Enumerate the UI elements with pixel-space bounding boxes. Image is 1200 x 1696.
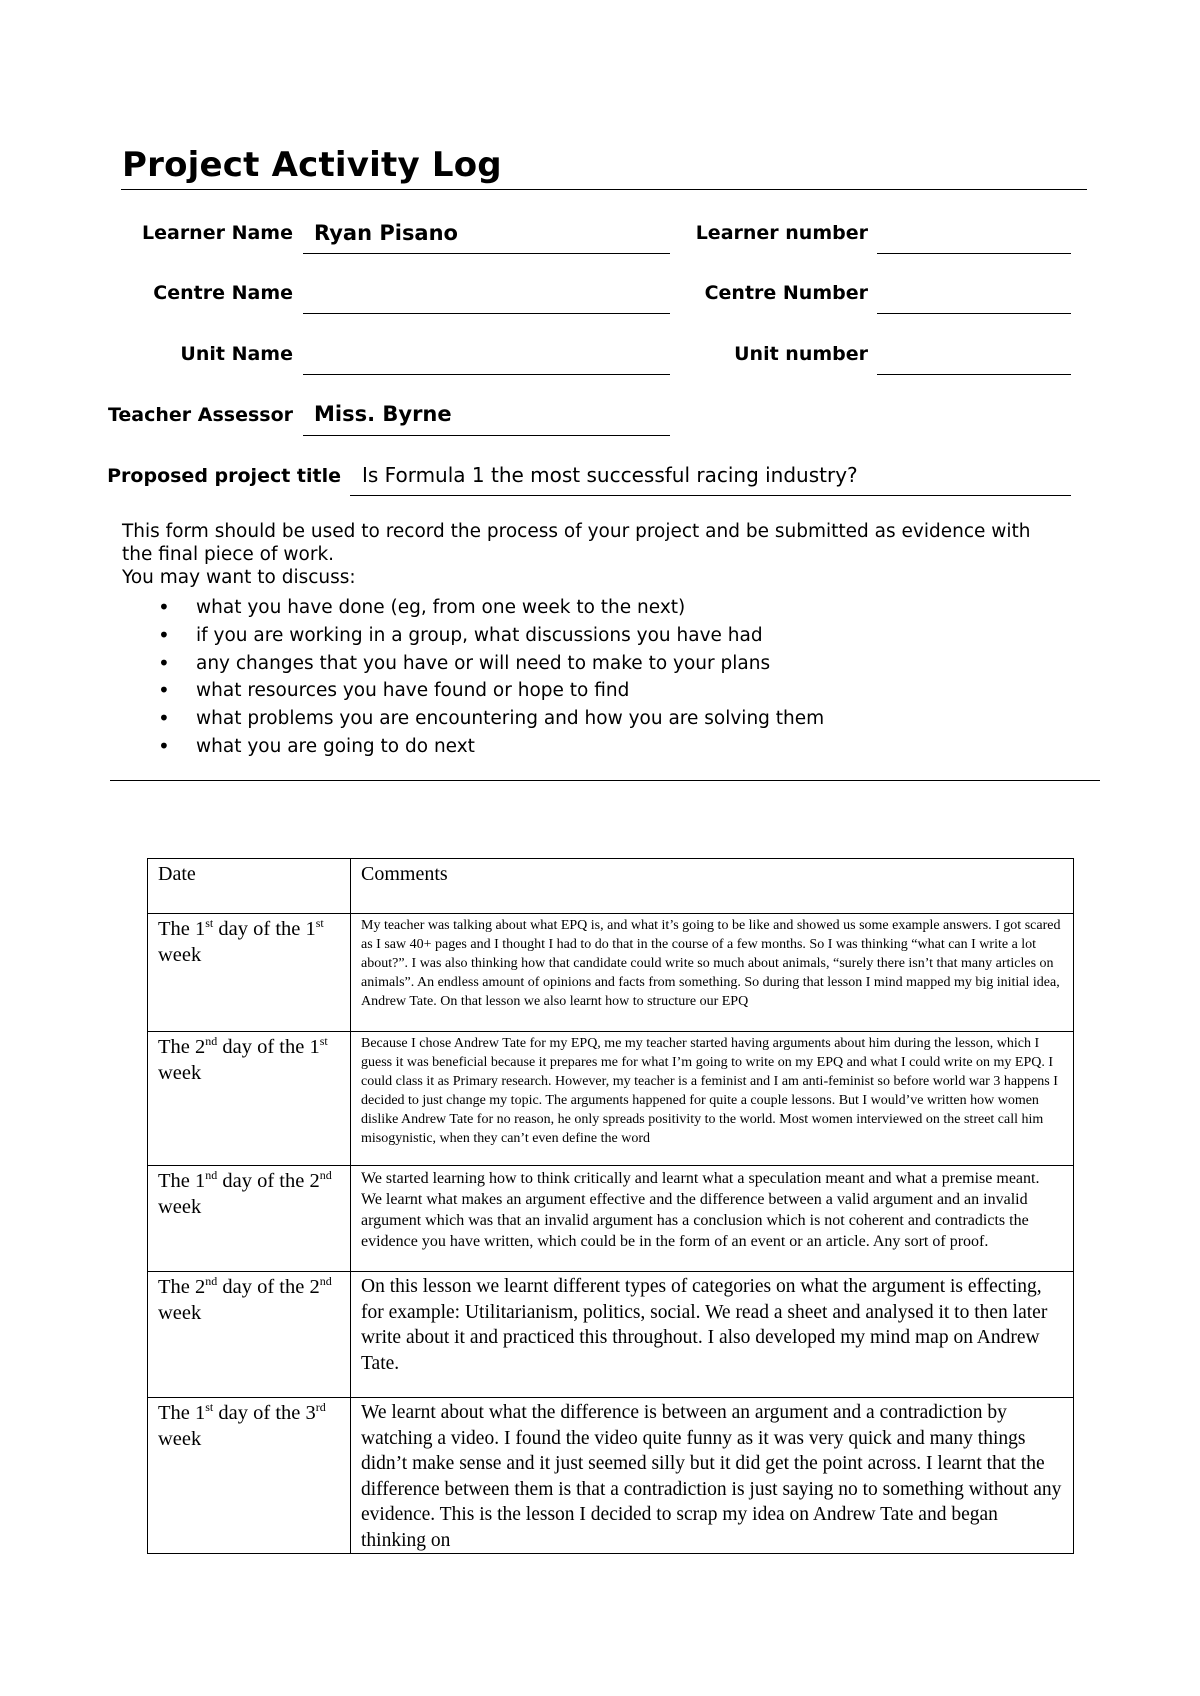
date-text: week [158, 1196, 202, 1218]
unit-name-field[interactable] [303, 374, 670, 375]
unit-name-label: Unit Name [180, 343, 293, 365]
comment-cell: On this lesson we learnt different types of categories on what the argument is effecting, for example: Utilitarianism, politics, social. We read a sheet and analysed it to then later write about it and practiced this throughout. I also developed my mind map on Andrew Tate. [351, 1272, 1074, 1398]
date-text: day of the 2 [217, 1276, 320, 1298]
activity-log-table [147, 858, 1074, 1554]
project-title-value: Is Formula 1 the most successful racing industry? [362, 463, 858, 487]
date-text: The 2 [158, 1276, 206, 1298]
comment-cell: My teacher was talking about what EPQ is, and what it’s going to be like and showed us some example answers. I got scared as I saw 40+ pages and I thought I had to do that in the course of a few months. So I was thinking “what can I write a lot about?”. I was also thinking how that candidate could write so much about animals, “surely there isn’t that many articles on animals”. An endless amount of opinions and facts from something. So during that lesson I mind mapped my big initial idea, Andrew Tate. On that lesson we also learnt how to structure our EPQ [351, 914, 1074, 1032]
date-suffix: nd [319, 1274, 332, 1289]
instructions-text: This form should be used to record the process of your project and be submitted as evidence with the final piece of work. [122, 521, 1031, 565]
learner-number-label: Learner number [695, 222, 868, 244]
list-item: • what you have done (eg, from one week to the next) [122, 594, 824, 622]
date-cell [148, 1398, 351, 1554]
date-cell [148, 1032, 351, 1166]
table-row [148, 914, 1074, 1032]
date-suffix: st [319, 1034, 328, 1049]
list-item: • what resources you have found or hope to find [122, 677, 824, 705]
learner-name-label: Learner Name [142, 222, 293, 244]
comment-cell: Because I chose Andrew Tate for my EPQ, me my teacher started having arguments about him during the lesson, which I guess it was beneficial because it prepares me for what I’m going to write on my EPQ and what I could write on my EPQ. I could class it as Primary research. However, my teacher is a feminist and I am anti-feminist so before world war 3 happens I decided to just change my topic. The arguments happened for quite a couple lessons. But I would’ve written how women dislike Andrew Tate for no reason, he only spreads positivity to the world. Most women interviewed on the street call him misogynistic, when they can’t even define the word [351, 1032, 1074, 1166]
date-suffix: st [205, 1400, 214, 1415]
date-header: Date [148, 859, 351, 914]
centre-name-field[interactable] [303, 313, 670, 314]
teacher-assessor-label: Teacher Assessor [107, 404, 293, 426]
list-item: • what you are going to do next [122, 733, 824, 761]
list-item: • what problems you are encountering and how you are solving them [122, 705, 824, 733]
date-suffix: rd [315, 1400, 326, 1415]
date-suffix: st [315, 916, 324, 931]
unit-number-field[interactable] [877, 374, 1071, 375]
discussion-list [122, 594, 824, 761]
table-header-row [148, 859, 1074, 914]
centre-name-label: Centre Name [153, 282, 293, 304]
centre-number-field[interactable] [877, 313, 1071, 314]
section-divider [110, 780, 1100, 781]
date-suffix: nd [205, 1168, 218, 1183]
date-text: The 1 [158, 1402, 206, 1424]
instructions-lead: You may want to discuss: [122, 567, 356, 588]
date-cell [148, 1272, 351, 1398]
date-text: day of the 3 [213, 1402, 316, 1424]
date-text: week [158, 1302, 202, 1324]
date-text: day of the 1 [217, 1036, 320, 1058]
page-title: Project Activity Log [122, 145, 502, 185]
date-text: The 2 [158, 1036, 206, 1058]
date-suffix: nd [205, 1034, 218, 1049]
table-row [148, 1032, 1074, 1166]
instructions [122, 520, 1062, 589]
date-suffix: nd [319, 1168, 332, 1183]
comment-cell: We learnt about what the difference is between an argument and a contradiction by watching a video. I found the video quite funny as it was very quick and many things didn’t make sense and it just seemed silly but it did get the point across. I learnt that the difference between them is that a contradiction is just saying no to something without any evidence. This is the lesson I decided to scrap my idea on Andrew Tate and began thinking on [351, 1398, 1074, 1554]
list-item: • if you are working in a group, what discussions you have had [122, 622, 824, 650]
date-text: The 1 [158, 1170, 206, 1192]
comments-header: Comments [351, 859, 1074, 914]
date-cell [148, 914, 351, 1032]
title-divider [121, 189, 1087, 190]
table-row [148, 1272, 1074, 1398]
learner-name-value: Ryan Pisano [314, 221, 458, 245]
comment-cell: We started learning how to think critically and learnt what a speculation meant and what a premise meant. We learnt what makes an argument effective and the difference between a valid argument and an invalid argument which was that an invalid argument has a conclusion which is not coherent and contradicts the evidence you have written, which could be in the form of an event or an article. Any sort of proof. [351, 1166, 1074, 1272]
learner-number-field[interactable] [877, 253, 1071, 254]
learner-name-field[interactable] [303, 253, 670, 254]
centre-number-label: Centre Number [704, 282, 868, 304]
date-suffix: st [205, 916, 214, 931]
teacher-assessor-field[interactable] [303, 435, 670, 436]
project-title-label: Proposed project title [107, 465, 341, 487]
date-cell [148, 1166, 351, 1272]
unit-number-label: Unit number [734, 343, 868, 365]
date-text: week [158, 944, 202, 966]
date-text: day of the 2 [217, 1170, 320, 1192]
teacher-assessor-value: Miss. Byrne [314, 402, 452, 426]
date-suffix: nd [205, 1274, 218, 1289]
list-item: • any changes that you have or will need to make to your plans [122, 650, 824, 678]
date-text: week [158, 1428, 202, 1450]
date-text: The 1 [158, 918, 206, 940]
date-text: day of the 1 [213, 918, 316, 940]
table-row [148, 1166, 1074, 1272]
date-text: week [158, 1062, 202, 1084]
table-row [148, 1398, 1074, 1554]
project-title-field[interactable] [350, 495, 1071, 496]
